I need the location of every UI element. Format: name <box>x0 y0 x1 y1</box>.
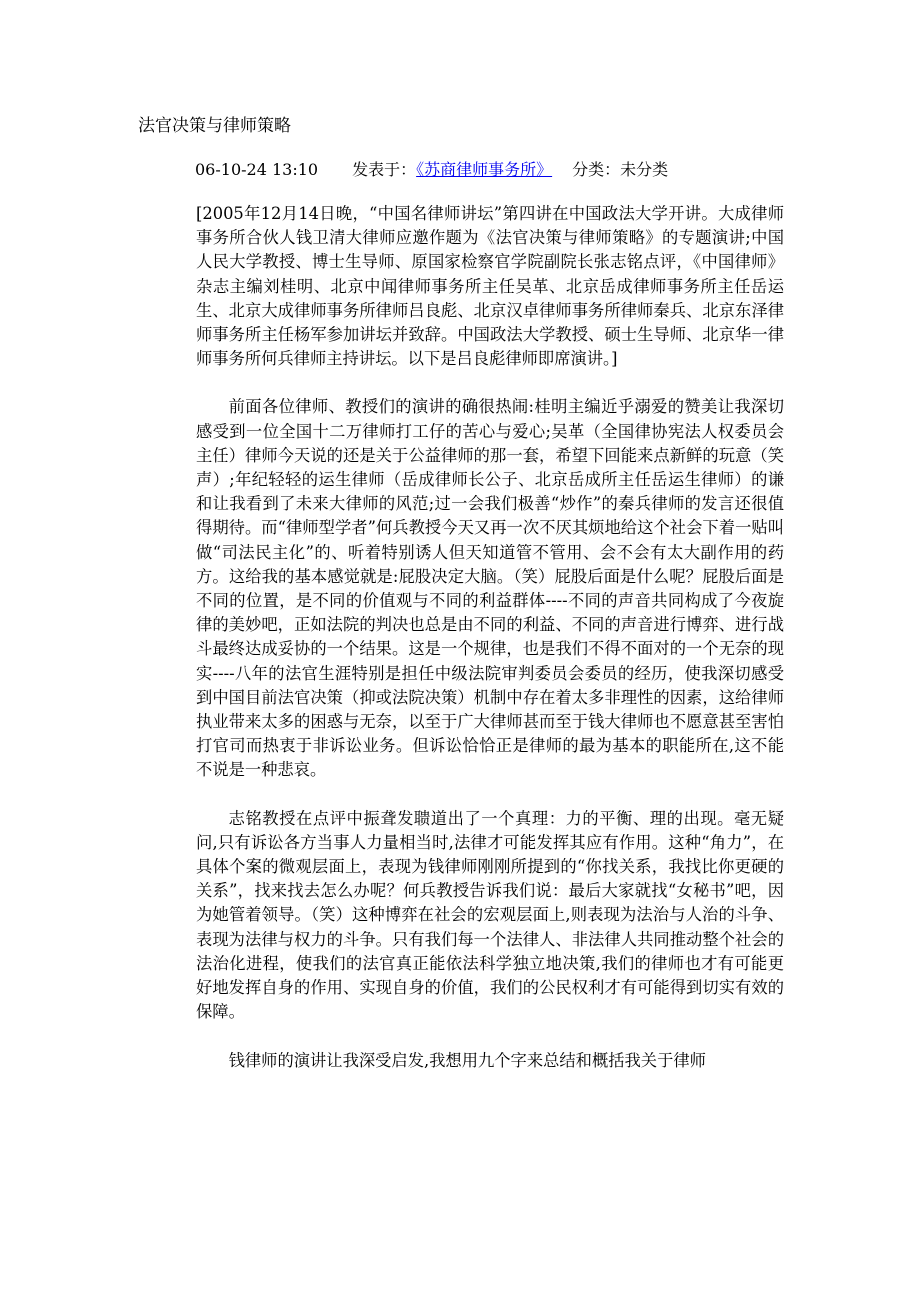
intro-paragraph: [2005年12月14日晚，“中国名律师讲坛”第四讲在中国政法大学开讲。大成律师事务所合伙人钱卫清大律师应邀作题为《法官决策与律师策略》的专题演讲;中国人民大学教授、博士生导师、原国家检察官学院副院长张志铭点评，《中国律师》杂志主编刘桂明、北京中闻律师事务所主任吴革、北京岳成律师事务所主任岳运生、北京大成律师事务所律师吕良彪、北京汉卓律师事务所律师秦兵、北京东泽律师事务所主任杨军参加讲坛并致辞。中国政法大学教授、硕士生导师、北京华一律师事务所何兵律师主持讲坛。以下是吕良彪律师即席演讲。] <box>196 204 784 369</box>
article-meta <box>195 158 668 182</box>
category-value: 未分类 <box>620 160 669 179</box>
posted-label: 发表于： <box>352 160 417 179</box>
category-label: 分类： <box>572 160 621 179</box>
author-link[interactable]: 《苏商律师事务所》 <box>416 160 553 179</box>
post-datetime: 06-10-24 13:10 <box>195 160 319 179</box>
body-paragraph-3: 钱律师的演讲让我深受启发,我想用九个字来总结和概括我关于律师 <box>228 1050 706 1070</box>
article-body <box>196 202 784 1097</box>
body-paragraph-1: 前面各位律师、教授们的演讲的确很热闹:桂明主编近乎溺爱的赞美让我深切感受到一位全国十二万律师打工仔的苦心与爱心;吴革（全国律协宪法人权委员会主任）律师今天说的还是关于公益律师的那一套，希望下回能来点新鲜的玩意（笑声）;年纪轻轻的运生律师（岳成律师长公子、北京岳成所主任岳运生律师）的谦和让我看到了未来大律师的风范;过一会我们极善“炒作”的秦兵律师的发言还很值得期待。而“律师型学者”何兵教授今天又再一次不厌其烦地给这个社会下着一贴叫做“司法民主化”的、听着特别诱人但天知道管不管用、会不会有太大副作用的药方。这给我的基本感觉就是:屁股决定大脑。（笑）屁股后面是什么呢？屁股后面是不同的位置，是不同的价值观与不同的利益群体----不同的声音共同构成了今夜旋律的美妙吧，正如法院的判决也总是由不同的利益、不同的声音进行博弈、进行战斗最终达成妥协的一个结果。这是一个规律，也是我们不得不面对的一个无奈的现实----八年的法官生涯特别是担任中级法院审判委员会委员的经历，使我深切感受到中国目前法官决策（抑或法院决策）机制中存在着太多非理性的因素，这给律师执业带来太多的困惑与无奈，以至于广大律师甚而至于钱大律师也不愿意甚至害怕打官司而热衷于非诉讼业务。但诉讼恰恰正是律师的最为基本的职能所在,这不能不说是一种悲哀。 <box>196 397 784 780</box>
body-paragraph-2: 志铭教授在点评中振聋发聩道出了一个真理：力的平衡、理的出现。毫无疑问,只有诉讼各方当事人力量相当时,法律才可能发挥其应有作用。这种“角力”，在具体个案的微观层面上，表现为钱律师刚刚所提到的“你找关系，我找比你更硬的关系”，找来找去怎么办呢？何兵教授告诉我们说：最后大家就找“女秘书”吧，因为她管着领导。（笑）这种博弈在社会的宏观层面上,则表现为法治与人治的斗争、表现为法律与权力的斗争。只有我们每一个法律人、非法律人共同推动整个社会的法治化进程，使我们的法官真正能依法科学独立地决策,我们的律师也才有可能更好地发挥自身的作用、实现自身的价值，我们的公民权利才有可能得到切实有效的保障。 <box>196 808 784 1022</box>
article-title: 法官决策与律师策略 <box>138 116 291 136</box>
